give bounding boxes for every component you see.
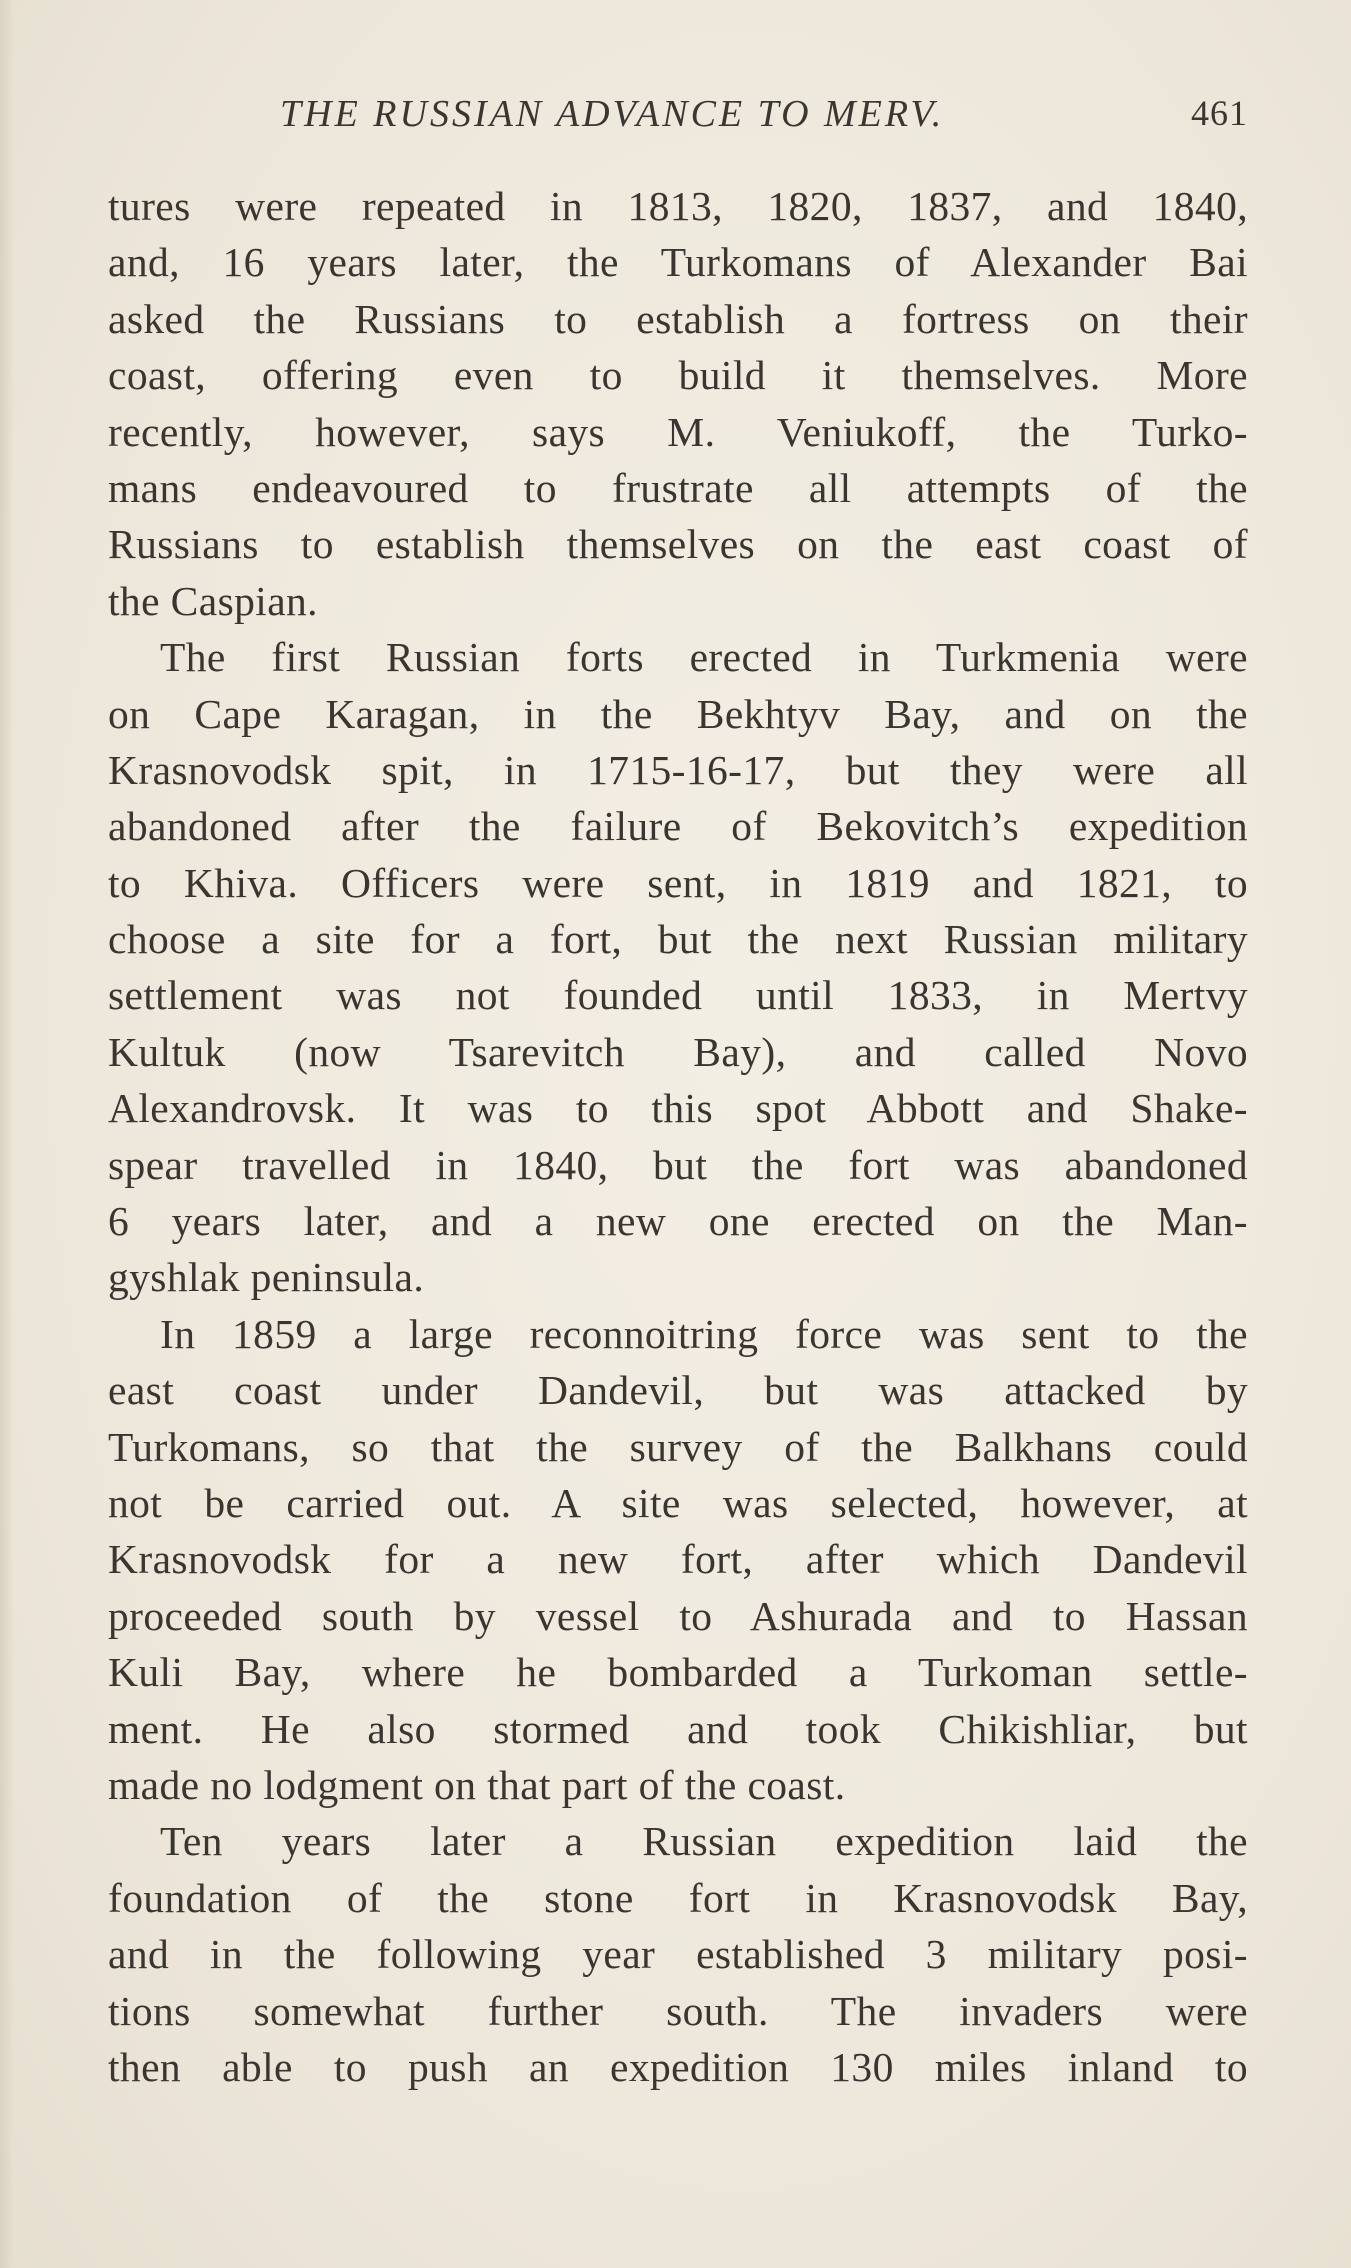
text-line: In 1859 a large reconnoitring force was sent to the	[160, 1310, 1248, 1357]
text-line: made no lodgment on that part of the coast.	[108, 1761, 846, 1808]
running-head: THE RUSSIAN ADVANCE TO MERV.	[280, 93, 945, 135]
text-line: Kultuk (now Tsarevitch Bay), and called Novo	[108, 1028, 1248, 1075]
text-line: tures were repeated in 1813, 1820, 1837, and 1840,	[108, 183, 1248, 229]
page-header	[108, 92, 1248, 152]
text-line: ment. He also stormed and took Chikishliar, but	[108, 1705, 1248, 1752]
text-line: and, 16 years later, the Turkomans of Alexander Bai	[108, 239, 1248, 286]
text-line: 6 years later, and a new one erected on the Man-	[108, 1198, 1248, 1245]
text-line: foundation of the stone fort in Krasnovodsk Bay,	[108, 1874, 1248, 1921]
text-line: settlement was not founded until 1833, in Mertvy	[108, 972, 1248, 1019]
text-line: Russians to establish themselves on the east coast of	[108, 521, 1248, 568]
paragraph	[108, 629, 1248, 1306]
text-line: asked the Russians to establish a fortress on their	[108, 295, 1248, 342]
text-line: on Cape Karagan, in the Bekhtyv Bay, and on the	[108, 690, 1248, 737]
text-line: Kuli Bay, where he bombarded a Turkoman settle-	[108, 1649, 1248, 1696]
text-line: tions somewhat further south. The invaders were	[108, 1987, 1248, 2034]
text-line: then able to push an expedition 130 miles inland to	[108, 2043, 1248, 2090]
page-number: 461	[1191, 93, 1248, 133]
text-line: recently, however, says M. Veniukoff, the Turko-	[108, 408, 1248, 455]
page-gutter-shadow	[0, 0, 14, 2268]
text-line: not be carried out. A site was selected, however, at	[108, 1479, 1248, 1526]
text-line: The first Russian forts erected in Turkmenia were	[160, 634, 1248, 681]
text-line: Ten years later a Russian expedition laid the	[160, 1818, 1248, 1865]
text-line: gyshlak peninsula.	[108, 1254, 425, 1301]
paragraph	[108, 1306, 1248, 1814]
text-line: to Khiva. Officers were sent, in 1819 and 1821, to	[108, 859, 1248, 906]
text-line: east coast under Dandevil, but was attacked by	[108, 1367, 1248, 1414]
body-text	[108, 178, 1248, 2095]
text-line: spear travelled in 1840, but the fort was abandoned	[108, 1141, 1248, 1188]
text-line: mans endeavoured to frustrate all attempts of the	[108, 464, 1248, 511]
text-line: and in the following year established 3 military posi-	[108, 1931, 1248, 1978]
text-line: Turkomans, so that the survey of the Balkhans could	[108, 1423, 1248, 1470]
paragraph	[108, 178, 1248, 629]
text-line: abandoned after the failure of Bekovitch’s expedition	[108, 803, 1248, 850]
text-line: coast, offering even to build it themselves. More	[108, 352, 1248, 399]
text-line: Alexandrovsk. It was to this spot Abbott and Shake-	[108, 1085, 1248, 1132]
text-line: proceeded south by vessel to Ashurada and to Hassan	[108, 1592, 1248, 1639]
text-line: the Caspian.	[108, 577, 318, 624]
text-line: choose a site for a fort, but the next Russian military	[108, 916, 1248, 963]
text-line: Krasnovodsk spit, in 1715-16-17, but they were all	[108, 746, 1248, 793]
paragraph	[108, 1813, 1248, 2095]
text-line: Krasnovodsk for a new fort, after which Dandevil	[108, 1536, 1248, 1583]
